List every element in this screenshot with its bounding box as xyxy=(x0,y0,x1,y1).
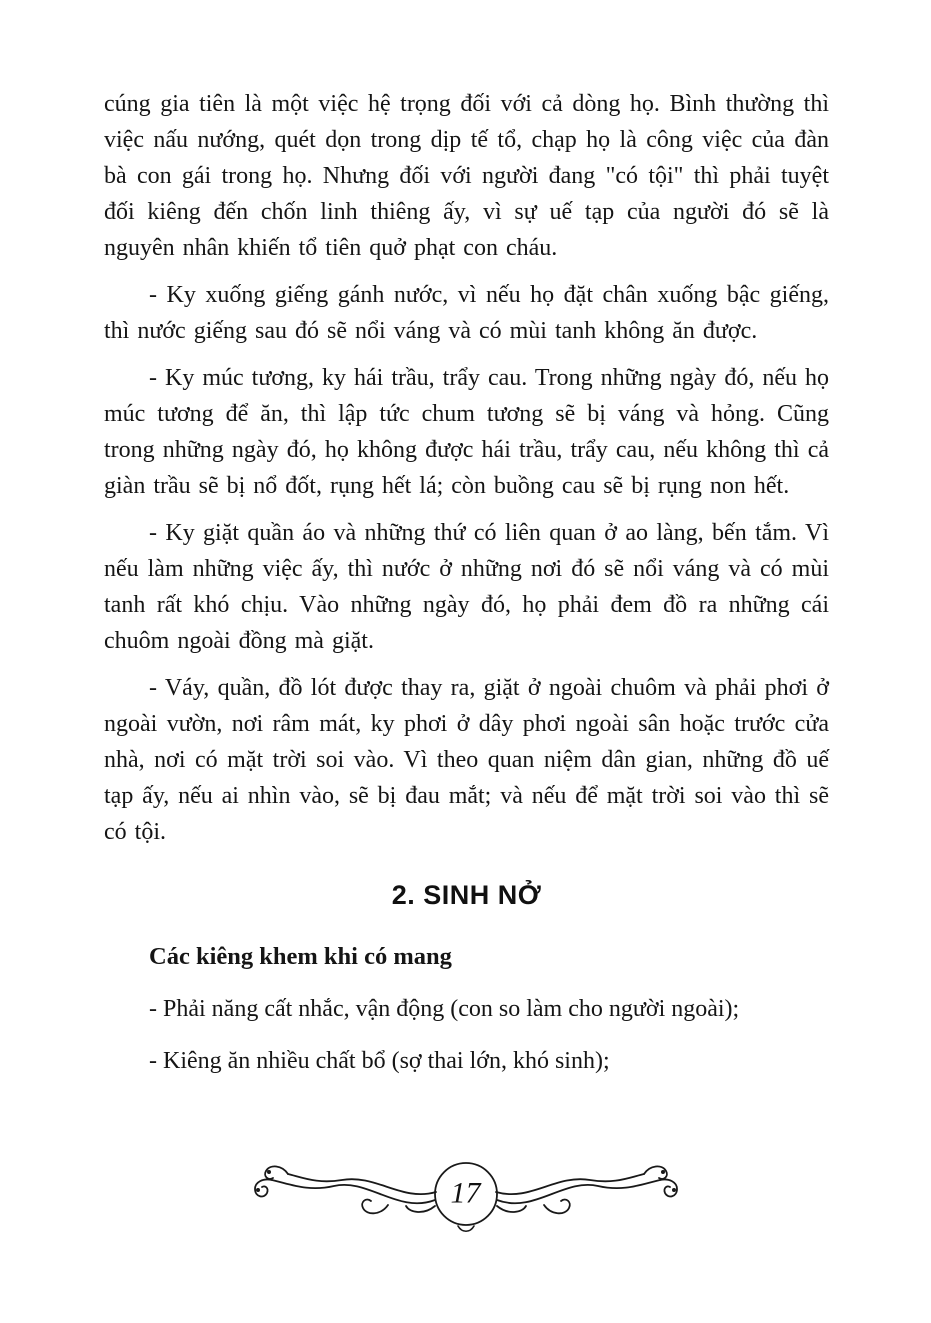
page-number-ornament xyxy=(236,1150,696,1242)
list-item: - Kiêng ăn nhiều chất bổ (sợ thai lớn, khó sinh); xyxy=(149,1048,610,1074)
paragraph: - Váy, quần, đồ lót được thay ra, giặt ở ngoài chuôm và phải phơi ở ngoài vườn, nơi râm mát, ky phơi ở dây phơi ngoài sân hoặc trước cửa nhà, nơi có mặt trời soi vào. Vì theo quan niệm dân gian, những đồ uế tạp ấy, nếu ai nhìn vào, sẽ bị đau mắt; và nếu để mặt trời soi vào thì sẽ có tội. xyxy=(104,675,829,845)
section-heading: 2. SINH NỞ xyxy=(391,880,542,910)
paragraph: cúng gia tiên là một việc hệ trọng đối với cả dòng họ. Bình thường thì việc nấu nướng, quét dọn trong dịp tế tổ, chạp họ là công việc của đàn bà con gái trong họ. Nhưng đối với người đang "có tội" thì phải tuyệt đối kiêng đến chốn linh thiêng ấy, vì sự uế tạp của người đó sẽ là nguyên nhân khiến tổ tiên quở phạt con cháu. xyxy=(104,91,829,261)
paragraph: - Ky xuống giếng gánh nước, vì nếu họ đặt chân xuống bậc giếng, thì nước giếng sau đó sẽ nổi váng và có mùi tanh không ăn được. xyxy=(104,282,829,344)
subsection-heading: Các kiêng khem khi có mang xyxy=(149,943,452,970)
page-footer xyxy=(0,1150,931,1242)
text-column xyxy=(104,86,829,1095)
list-item: - Phải năng cất nhắc, vận động (con so làm cho người ngoài); xyxy=(149,996,740,1022)
paragraph: - Ky giặt quần áo và những thứ có liên quan ở ao làng, bến tắm. Vì nếu làm những việc ấy, thì nước ở những nơi đó sẽ nổi váng và có mùi tanh rất khó chịu. Vào những ngày đó, họ phải đem đồ ra những cái chuôm ngoài đồng mà giặt. xyxy=(104,520,829,654)
page-number: 17 xyxy=(450,1176,481,1210)
paragraph: - Ky múc tương, ky hái trầu, trẩy cau. Trong những ngày đó, nếu họ múc tương để ăn, thì lập tức chum tương sẽ bị váng và hỏng. Cũng trong những ngày đó, họ không được hái trầu, trẩy cau, nếu không thì cả giàn trầu sẽ bị nổ đốt, rụng hết lá; còn buồng cau sẽ bị rụng non hết. xyxy=(104,365,829,499)
